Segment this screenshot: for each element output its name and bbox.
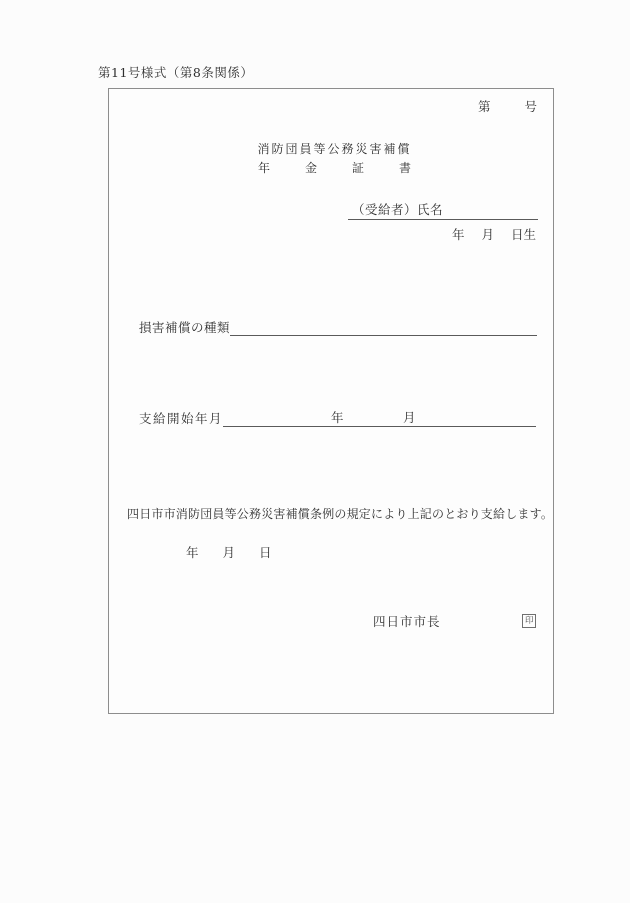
payment-start-blank-line <box>223 411 536 427</box>
title-char: 金 <box>304 161 317 175</box>
issue-year-label: 年 <box>186 545 199 560</box>
form-style-label: 第11号様式（第8条関係） <box>98 65 254 80</box>
certificate-number-row <box>478 97 537 115</box>
payment-start-row <box>139 409 536 427</box>
issuer-title: 四日市市長 <box>373 614 441 629</box>
certificate-title-line2 <box>257 159 412 176</box>
issue-month-label: 月 <box>222 545 236 560</box>
recipient-name-field <box>348 200 538 220</box>
certificate-border-box <box>108 88 554 714</box>
seal-placeholder-icon: 印 <box>522 614 536 628</box>
birth-month-label: 月 <box>481 227 494 242</box>
birth-day-label: 日生 <box>510 227 536 242</box>
payment-start-month-label: 月 <box>403 410 416 425</box>
issue-day-label: 日 <box>259 545 272 560</box>
title-char: 年 <box>258 161 271 175</box>
issuer-row <box>373 612 536 630</box>
issue-date-row <box>186 543 272 561</box>
grant-statement: 四日市市消防団員等公務災害補償条例の規定により上記のとおり支給します。 <box>127 507 554 521</box>
certificate-number-suffix: 号 <box>524 99 537 114</box>
certificate-title <box>257 140 412 176</box>
certificate-title-line1: 消防団員等公務災害補償 <box>257 142 412 156</box>
certificate-number-prefix: 第 <box>478 99 491 114</box>
birth-year-label: 年 <box>451 227 465 242</box>
payment-start-label: 支給開始年月 <box>139 411 224 426</box>
recipient-name-label: （受給者）氏名 <box>352 202 444 217</box>
compensation-type-row <box>139 318 537 336</box>
birthdate-row <box>452 225 536 243</box>
compensation-type-blank-line <box>230 321 537 336</box>
compensation-type-label: 損害補償の種類 <box>139 320 231 335</box>
payment-start-year-label: 年 <box>331 410 344 425</box>
title-char: 書 <box>398 161 411 175</box>
title-char: 証 <box>351 161 364 175</box>
